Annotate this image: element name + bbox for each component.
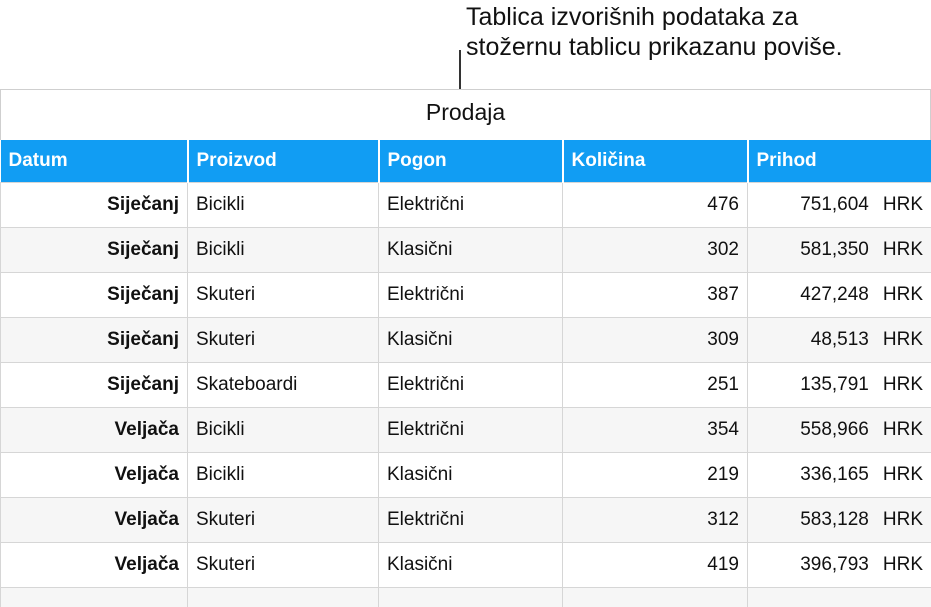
currency-label: HRK — [883, 419, 923, 441]
table-title[interactable]: Prodaja — [0, 90, 931, 140]
cell-date[interactable]: Siječanj — [1, 318, 188, 363]
cell-revenue[interactable] — [748, 228, 931, 273]
cell-quantity[interactable]: 312 — [563, 498, 748, 543]
table-row — [1, 363, 931, 408]
header-cell-pogon[interactable]: Pogon — [379, 140, 563, 183]
header-cell-proizvod[interactable]: Proizvod — [188, 140, 379, 183]
table-row — [1, 498, 931, 543]
cell-drive[interactable]: Klasični — [379, 453, 563, 498]
callout-pointer — [459, 50, 461, 90]
cell-product[interactable]: Bicikli — [188, 228, 379, 273]
revenue-value: 558,966 — [800, 419, 869, 440]
cell-product[interactable]: Skuteri — [188, 318, 379, 363]
cell-product[interactable]: Skateboardi — [188, 363, 379, 408]
table-row-partial — [1, 588, 931, 607]
header-row — [1, 140, 931, 183]
cell-date[interactable]: Veljača — [1, 453, 188, 498]
table-row — [1, 408, 931, 453]
cell-date[interactable]: Veljača — [1, 543, 188, 588]
cell-revenue[interactable] — [748, 408, 931, 453]
cell-product[interactable]: Bicikli — [188, 183, 379, 228]
currency-label: HRK — [883, 554, 923, 576]
cell-quantity[interactable]: 387 — [563, 273, 748, 318]
cell-quantity[interactable]: 354 — [563, 408, 748, 453]
cell-drive[interactable]: Klasični — [379, 318, 563, 363]
cell-quantity[interactable]: 219 — [563, 453, 748, 498]
table-row — [1, 183, 931, 228]
cell-product[interactable]: Skuteri — [188, 498, 379, 543]
cell-product[interactable]: Skuteri — [188, 273, 379, 318]
revenue-value: 581,350 — [800, 239, 869, 260]
revenue-value: 48,513 — [811, 329, 869, 350]
cell-product[interactable]: Skuteri — [188, 543, 379, 588]
currency-label: HRK — [883, 284, 923, 306]
cell-quantity[interactable]: 419 — [563, 543, 748, 588]
revenue-value: 396,793 — [800, 554, 869, 575]
revenue-value: 751,604 — [800, 194, 869, 215]
currency-label: HRK — [883, 329, 923, 351]
cell-revenue[interactable] — [748, 183, 931, 228]
cell-revenue[interactable] — [748, 273, 931, 318]
cell-empty[interactable] — [563, 588, 748, 607]
header-cell-datum[interactable]: Datum — [1, 140, 188, 183]
header-cell-prihod[interactable]: Prihod — [748, 140, 931, 183]
table-row — [1, 228, 931, 273]
currency-label: HRK — [883, 374, 923, 396]
table-row — [1, 318, 931, 363]
header-cell-kolicina[interactable]: Količina — [563, 140, 748, 183]
cell-quantity[interactable]: 302 — [563, 228, 748, 273]
cell-quantity[interactable]: 251 — [563, 363, 748, 408]
currency-label: HRK — [883, 194, 923, 216]
cell-drive[interactable]: Električni — [379, 408, 563, 453]
cell-product[interactable]: Bicikli — [188, 453, 379, 498]
cell-quantity[interactable]: 309 — [563, 318, 748, 363]
cell-date[interactable]: Siječanj — [1, 183, 188, 228]
revenue-value: 135,791 — [800, 374, 869, 395]
revenue-value: 427,248 — [800, 284, 869, 305]
cell-drive[interactable]: Klasični — [379, 543, 563, 588]
cell-empty[interactable] — [748, 588, 931, 607]
cell-revenue[interactable] — [748, 363, 931, 408]
cell-quantity[interactable]: 476 — [563, 183, 748, 228]
callout-line-2: stožernu tablicu prikazanu poviše. — [466, 32, 926, 62]
cell-product[interactable]: Bicikli — [188, 408, 379, 453]
cell-drive[interactable]: Električni — [379, 498, 563, 543]
currency-label: HRK — [883, 464, 923, 486]
cell-date[interactable]: Veljača — [1, 408, 188, 453]
cell-date[interactable]: Siječanj — [1, 273, 188, 318]
sales-table[interactable] — [0, 89, 931, 607]
cell-revenue[interactable] — [748, 453, 931, 498]
cell-empty[interactable] — [379, 588, 563, 607]
cell-empty[interactable] — [1, 588, 188, 607]
callout-line-1: Tablica izvorišnih podataka za — [466, 2, 926, 32]
table-row — [1, 273, 931, 318]
cell-revenue[interactable] — [748, 318, 931, 363]
cell-drive[interactable]: Klasični — [379, 228, 563, 273]
cell-drive[interactable]: Električni — [379, 273, 563, 318]
currency-label: HRK — [883, 509, 923, 531]
cell-date[interactable]: Siječanj — [1, 363, 188, 408]
cell-empty[interactable] — [188, 588, 379, 607]
callout-text — [466, 2, 926, 62]
cell-date[interactable]: Siječanj — [1, 228, 188, 273]
currency-label: HRK — [883, 239, 923, 261]
revenue-value: 583,128 — [800, 509, 869, 530]
data-table — [0, 140, 931, 607]
table-row — [1, 543, 931, 588]
cell-revenue[interactable] — [748, 543, 931, 588]
cell-drive[interactable]: Električni — [379, 183, 563, 228]
revenue-value: 336,165 — [800, 464, 869, 485]
cell-revenue[interactable] — [748, 498, 931, 543]
table-row — [1, 453, 931, 498]
cell-drive[interactable]: Električni — [379, 363, 563, 408]
cell-date[interactable]: Veljača — [1, 498, 188, 543]
